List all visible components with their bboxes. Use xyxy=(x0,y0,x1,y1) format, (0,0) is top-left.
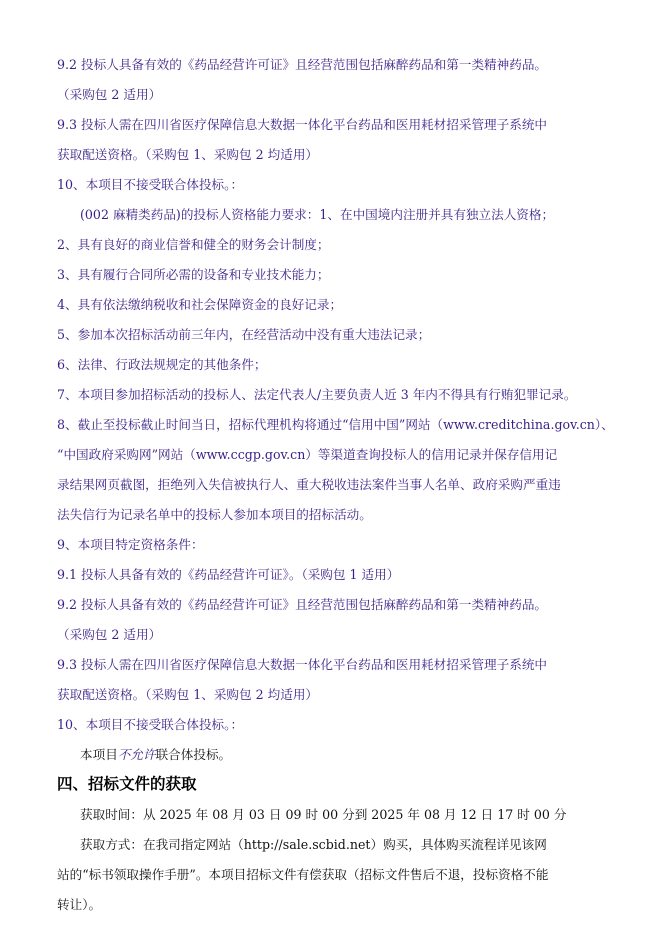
text-line: 转让）。 xyxy=(57,897,102,912)
text-line: 7、本项目参加招标活动的投标人、法定代表人/主要负责人近 3 年内不得具有行贿犯罪记录。 xyxy=(57,387,577,402)
text-line: 8、截止至投标截止时间当日，招标代理机构将通过“信用中国”网站（www.creditchina.gov.cn）、 xyxy=(57,417,614,432)
text-run: 联合体投标。 xyxy=(155,747,232,762)
text-line: 站的“标书领取操作手册”。本项目招标文件有偿获取（招标文件售后不退，投标资格不能 xyxy=(57,867,549,882)
text-line: 法失信行为记录名单中的投标人参加本项目的招标活动。 xyxy=(57,507,372,522)
text-line: 3、具有履行合同所必需的设备和专业技术能力； xyxy=(57,267,330,282)
text-line: 9、本项目特定资格条件： xyxy=(57,537,204,552)
text-line: 获取配送资格。（采购包 1、采购包 2 均适用） xyxy=(57,147,319,162)
emphasized-text: 不允许 xyxy=(117,747,156,762)
text-line: 获取方式：在我司指定网站（http://sale.scbid.net）购买，具体购买流程详见该网 xyxy=(80,837,547,852)
text-line: 6、法律、行政法规规定的其他条件； xyxy=(57,357,267,372)
section-heading: 四、招标文件的获取 xyxy=(57,775,197,793)
text-line: 录结果网页截图，拒绝列入失信被执行人、重大税收违法案件当事人名单、政府采购严重违 xyxy=(57,477,561,492)
text-line: 4、具有依法缴纳税收和社会保障资金的良好记录； xyxy=(57,297,343,312)
text-line: 9.2 投标人具备有效的《药品经营许可证》且经营范围包括麻醉药品和第一类精神药品。 xyxy=(57,597,548,612)
text-line: （采购包 2 适用） xyxy=(57,627,162,642)
text-line: 9.1 投标人具备有效的《药品经营许可证》。（采购包 1 适用） xyxy=(57,567,400,582)
text-line xyxy=(80,746,231,764)
text-line: 9.3 投标人需在四川省医疗保障信息大数据一体化平台药品和医用耗材招采管理子系统中 xyxy=(57,657,548,672)
text-line: 10、本项目不接受联合体投标。： xyxy=(57,177,244,192)
text-line: 获取时间：从 2025 年 08 月 03 日 09 时 00 分到 2025 年 08 月 12 日 17 时 00 分 xyxy=(80,807,567,822)
text-line: 获取配送资格。（采购包 1、采购包 2 均适用） xyxy=(57,687,319,702)
text-line: 9.2 投标人具备有效的《药品经营许可证》且经营范围包括麻醉药品和第一类精神药品。 xyxy=(57,57,548,72)
text-run: 本项目 xyxy=(80,747,118,762)
text-line: (002 麻精类药品)的投标人资格能力要求：1、在中国境内注册并具有独立法人资格； xyxy=(80,207,555,222)
text-line: （采购包 2 适用） xyxy=(57,87,162,102)
text-line: “中国政府采购网”网站（www.ccgp.gov.cn）等渠道查询投标人的信用记录并保存信用记 xyxy=(57,447,558,462)
text-line: 10、本项目不接受联合体投标。： xyxy=(57,717,244,732)
text-line: 2、具有良好的商业信誉和健全的财务会计制度； xyxy=(57,237,330,252)
text-line: 5、参加本次招标活动前三年内，在经营活动中没有重大违法记录； xyxy=(57,327,431,342)
text-line: 9.3 投标人需在四川省医疗保障信息大数据一体化平台药品和医用耗材招采管理子系统中 xyxy=(57,117,548,132)
